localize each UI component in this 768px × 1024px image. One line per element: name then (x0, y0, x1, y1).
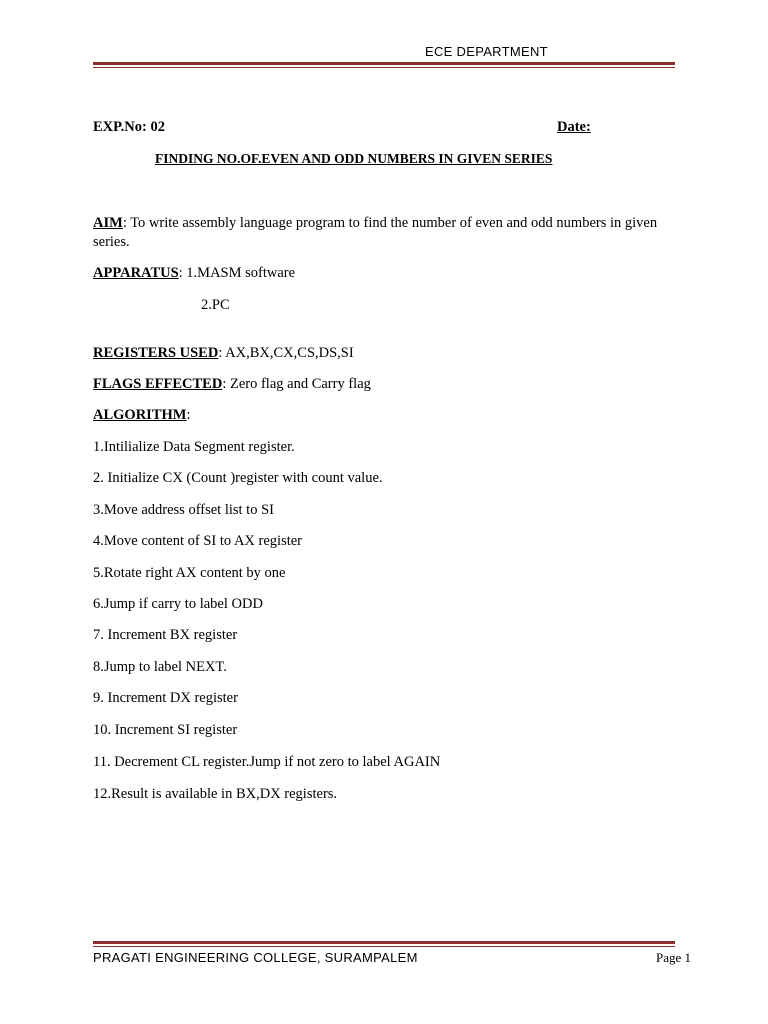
algorithm-step: 7. Increment BX register (93, 627, 238, 643)
aim-text: : To write assembly language program to find the number of even and odd numbers in given series. (93, 215, 658, 250)
page-number: Page 1 (656, 950, 692, 965)
flags-line (93, 376, 371, 393)
page-title: FINDING NO.OF.EVEN AND ODD NUMBERS IN GIVEN SERIES (155, 151, 553, 166)
experiment-number: EXP.No: 02 (93, 119, 165, 135)
apparatus-label: APPARATUS (93, 265, 179, 281)
date-label: Date: (557, 119, 591, 135)
algorithm-step: 5.Rotate right AX content by one (93, 565, 286, 581)
apparatus-item-1: : 1.MASM software (178, 265, 296, 281)
registers-label: REGISTERS USED (93, 345, 219, 361)
algorithm-colon: : (186, 407, 191, 423)
registers-line (93, 345, 354, 362)
registers-text: : AX,BX,CX,CS,DS,SI (218, 345, 354, 361)
apparatus-item-2: 2.PC (201, 297, 230, 313)
algorithm-heading (93, 407, 190, 424)
footer-rule-thick (93, 941, 675, 944)
algorithm-step: 9. Increment DX register (93, 690, 238, 706)
algorithm-step: 11. Decrement CL register.Jump if not zero to label AGAIN (93, 754, 441, 770)
flags-label: FLAGS EFFECTED (93, 376, 223, 392)
algorithm-step: 3.Move address offset list to SI (93, 502, 274, 518)
algorithm-step: 1.Intilialize Data Segment register. (93, 439, 295, 455)
algorithm-step: 12.Result is available in BX,DX registers. (93, 786, 338, 802)
apparatus-line (93, 265, 295, 282)
aim-paragraph (93, 214, 673, 252)
algorithm-step: 8.Jump to label NEXT. (93, 659, 227, 675)
department-header: ECE DEPARTMENT (425, 44, 548, 59)
header-rule-thin (93, 67, 675, 68)
algorithm-step: 4.Move content of SI to AX register (93, 533, 303, 549)
algorithm-step: 2. Initialize CX (Count )register with count value. (93, 470, 383, 486)
footer-rule-thin (93, 946, 675, 947)
algorithm-step: 10. Increment SI register (93, 722, 238, 738)
footer-college: PRAGATI ENGINEERING COLLEGE, SURAMPALEM (93, 950, 418, 965)
algorithm-step: 6.Jump if carry to label ODD (93, 596, 263, 612)
aim-label: AIM (93, 215, 123, 231)
header-rule-thick (93, 62, 675, 65)
flags-text: : Zero flag and Carry flag (222, 376, 371, 392)
algorithm-label: ALGORITHM (93, 407, 187, 423)
